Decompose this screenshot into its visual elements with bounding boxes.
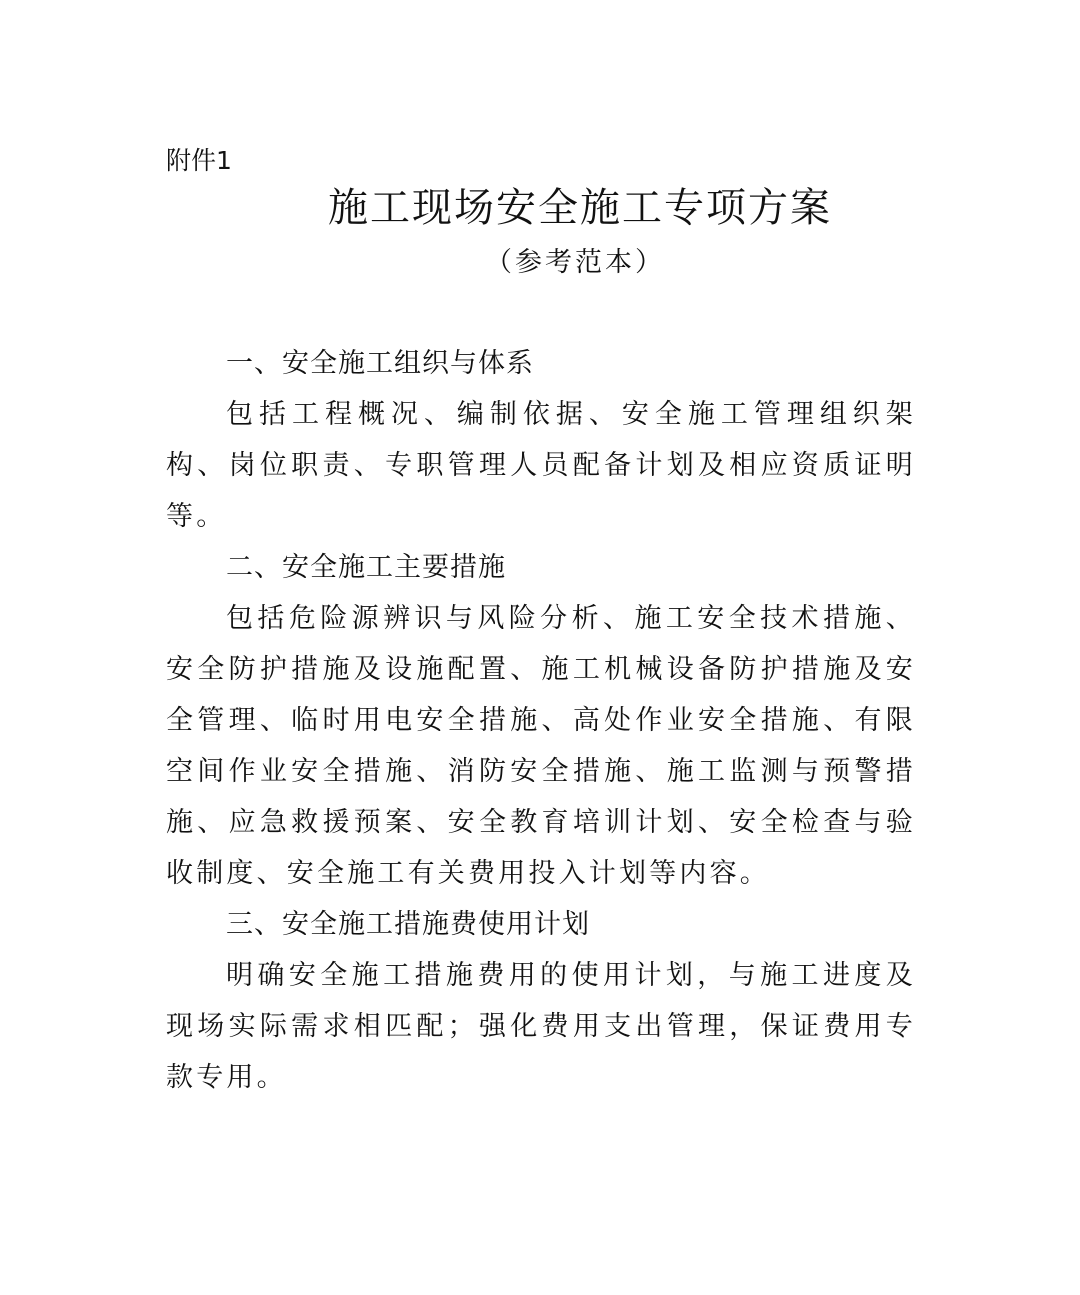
section-body-2: 包括危险源辨识与风险分析、施工安全技术措施、安全防护措施及设施配置、施工机械设备防护措施及安全管理、临时用电安全措施、高处作业安全措施、有限空间作业安全措施、消防安全措施、施工监测与预警措施、应急救援预案、安全教育培训计划、安全检查与验收制度、安全施工有关费用投入计划等内容。 xyxy=(166,603,916,889)
attachment-label: 附件1 xyxy=(166,146,232,175)
section-heading-2: 二、安全施工主要措施 xyxy=(226,552,506,583)
document-body xyxy=(166,338,916,1103)
document-title: 施工现场安全施工专项方案 xyxy=(328,185,832,231)
section-heading-3: 三、安全施工措施费使用计划 xyxy=(226,909,590,940)
section-body-3: 明确安全施工措施费用的使用计划，与施工进度及现场实际需求相匹配；强化费用支出管理，保证费用专款专用。 xyxy=(166,960,916,1093)
section-body-1: 包括工程概况、编制依据、安全施工管理组织架构、岗位职责、专职管理人员配备计划及相应资质证明等。 xyxy=(166,399,916,532)
document-subtitle: （参考范本） xyxy=(485,247,665,278)
section-heading-1: 一、安全施工组织与体系 xyxy=(226,348,534,379)
